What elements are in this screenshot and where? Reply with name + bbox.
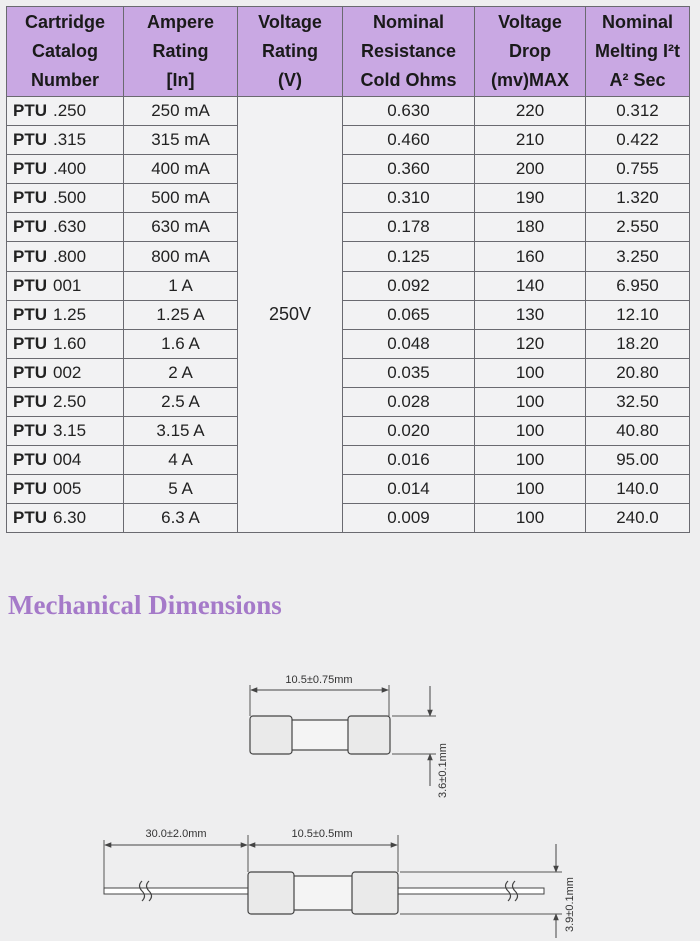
melting-i2t-cell: 2.550 [586, 213, 690, 242]
resistance-cell: 0.125 [343, 242, 475, 271]
melting-i2t-cell: 0.422 [586, 126, 690, 155]
catalog-prefix: PTU [13, 362, 47, 382]
catalog-prefix: PTU [13, 188, 47, 208]
header-nominal-melting: Nominal Melting I²t A² Sec [586, 7, 690, 97]
catalog-code: .800 [53, 246, 87, 266]
catalog-prefix: PTU [13, 246, 47, 266]
melting-i2t-cell: 32.50 [586, 387, 690, 416]
ampere-rating-cell: 2 A [124, 358, 238, 387]
catalog-code: .315 [53, 130, 87, 150]
catalog-number-cell [7, 358, 124, 387]
catalog-number-cell [7, 242, 124, 271]
header-voltage-rating: Voltage Rating (V) [238, 7, 343, 97]
melting-i2t-cell: 18.20 [586, 329, 690, 358]
voltage-drop-cell: 210 [475, 126, 586, 155]
voltage-drop-cell: 190 [475, 184, 586, 213]
voltage-drop-cell: 160 [475, 242, 586, 271]
catalog-number-cell [7, 417, 124, 446]
catalog-number-cell [7, 446, 124, 475]
table-row [7, 475, 690, 504]
catalog-prefix: PTU [13, 217, 47, 237]
resistance-cell: 0.014 [343, 475, 475, 504]
fuse-lead-right [398, 888, 544, 894]
fuse-leaded-drawing [104, 828, 576, 938]
catalog-code: .250 [53, 101, 87, 121]
plain-length-label: 10.5±0.75mm [285, 674, 353, 686]
table-header-row [7, 7, 690, 97]
catalog-prefix: PTU [13, 333, 47, 353]
fuse-lead-left [104, 888, 248, 894]
catalog-code: .500 [53, 188, 87, 208]
leaded-diameter-label: 3.9±0.1mm [564, 877, 576, 932]
melting-i2t-cell: 95.00 [586, 446, 690, 475]
melting-i2t-cell: 140.0 [586, 475, 690, 504]
catalog-prefix: PTU [13, 101, 47, 121]
melting-i2t-cell: 0.755 [586, 155, 690, 184]
leaded-body-length-label: 10.5±0.5mm [291, 828, 353, 840]
table-row [7, 300, 690, 329]
table-body [7, 97, 690, 533]
voltage-drop-cell: 200 [475, 155, 586, 184]
ampere-rating-cell: 1.25 A [124, 300, 238, 329]
catalog-number-cell [7, 387, 124, 416]
section-title-mechanical-dimensions: Mechanical Dimensions [8, 590, 282, 620]
voltage-drop-cell: 130 [475, 300, 586, 329]
melting-i2t-cell: 1.320 [586, 184, 690, 213]
resistance-cell: 0.016 [343, 446, 475, 475]
catalog-code: 004 [53, 450, 82, 470]
ampere-rating-cell: 3.15 A [124, 417, 238, 446]
catalog-prefix: PTU [13, 508, 47, 528]
ampere-rating-cell: 1 A [124, 271, 238, 300]
table-row [7, 271, 690, 300]
catalog-number-cell [7, 271, 124, 300]
melting-i2t-cell: 6.950 [586, 271, 690, 300]
catalog-prefix: PTU [13, 275, 47, 295]
ampere-rating-cell: 500 mA [124, 184, 238, 213]
voltage-drop-cell: 120 [475, 329, 586, 358]
catalog-number-cell [7, 329, 124, 358]
voltage-drop-cell: 100 [475, 358, 586, 387]
catalog-prefix: PTU [13, 130, 47, 150]
catalog-code: 3.15 [53, 421, 87, 441]
voltage-drop-cell: 100 [475, 446, 586, 475]
catalog-prefix: PTU [13, 391, 47, 411]
fuse-spec-table [6, 6, 690, 533]
lead-length-label: 30.0±2.0mm [145, 828, 207, 840]
ampere-rating-cell: 250 mA [124, 97, 238, 126]
ampere-rating-cell: 400 mA [124, 155, 238, 184]
ampere-rating-cell: 4 A [124, 446, 238, 475]
catalog-prefix: PTU [13, 304, 47, 324]
table-row [7, 155, 690, 184]
table-row [7, 358, 690, 387]
catalog-number-cell [7, 126, 124, 155]
melting-i2t-cell: 12.10 [586, 300, 690, 329]
catalog-code: .630 [53, 217, 87, 237]
melting-i2t-cell: 240.0 [586, 504, 690, 533]
ampere-rating-cell: 2.5 A [124, 387, 238, 416]
resistance-cell: 0.048 [343, 329, 475, 358]
catalog-code: 1.60 [53, 333, 87, 353]
plain-diameter-label: 3.6±0.1mm [437, 743, 449, 798]
header-voltage-drop: Voltage Drop (mv)MAX [475, 7, 586, 97]
melting-i2t-cell: 0.312 [586, 97, 690, 126]
mechanical-dimensions-diagram [0, 640, 700, 941]
table-row [7, 213, 690, 242]
catalog-code: 2.50 [53, 391, 87, 411]
resistance-cell: 0.020 [343, 417, 475, 446]
header-ampere-rating: Ampere Rating [In] [124, 7, 238, 97]
catalog-code: 1.25 [53, 304, 87, 324]
voltage-drop-cell: 100 [475, 387, 586, 416]
voltage-drop-cell: 100 [475, 417, 586, 446]
table-row [7, 446, 690, 475]
ampere-rating-cell: 315 mA [124, 126, 238, 155]
catalog-prefix: PTU [13, 479, 47, 499]
resistance-cell: 0.028 [343, 387, 475, 416]
resistance-cell: 0.035 [343, 358, 475, 387]
table-row [7, 329, 690, 358]
resistance-cell: 0.630 [343, 97, 475, 126]
catalog-code: .400 [53, 159, 87, 179]
catalog-code: 005 [53, 479, 82, 499]
catalog-prefix: PTU [13, 421, 47, 441]
fuse-leaded-right-cap [352, 872, 398, 914]
catalog-prefix: PTU [13, 159, 47, 179]
ampere-rating-cell: 800 mA [124, 242, 238, 271]
catalog-number-cell [7, 300, 124, 329]
resistance-cell: 0.065 [343, 300, 475, 329]
voltage-drop-cell: 220 [475, 97, 586, 126]
resistance-cell: 0.092 [343, 271, 475, 300]
header-catalog-number: Cartridge Catalog Number [7, 7, 124, 97]
resistance-cell: 0.310 [343, 184, 475, 213]
catalog-code: 6.30 [53, 508, 87, 528]
catalog-code: 002 [53, 362, 82, 382]
resistance-cell: 0.178 [343, 213, 475, 242]
catalog-code: 001 [53, 275, 82, 295]
table-row [7, 417, 690, 446]
catalog-number-cell [7, 475, 124, 504]
ampere-rating-cell: 5 A [124, 475, 238, 504]
table-row [7, 126, 690, 155]
fuse-plain-right-cap [348, 716, 390, 754]
voltage-drop-cell: 100 [475, 475, 586, 504]
catalog-number-cell [7, 97, 124, 126]
table-row [7, 242, 690, 271]
catalog-number-cell [7, 155, 124, 184]
table-row [7, 504, 690, 533]
fuse-plain-drawing [250, 674, 449, 798]
resistance-cell: 0.009 [343, 504, 475, 533]
header-nominal-resistance: Nominal Resistance Cold Ohms [343, 7, 475, 97]
ampere-rating-cell: 630 mA [124, 213, 238, 242]
table-row [7, 184, 690, 213]
voltage-drop-cell: 100 [475, 504, 586, 533]
ampere-rating-cell: 1.6 A [124, 329, 238, 358]
resistance-cell: 0.360 [343, 155, 475, 184]
voltage-drop-cell: 180 [475, 213, 586, 242]
catalog-number-cell [7, 184, 124, 213]
fuse-plain-left-cap [250, 716, 292, 754]
table-row [7, 387, 690, 416]
melting-i2t-cell: 40.80 [586, 417, 690, 446]
voltage-rating-cell: 250V [238, 97, 343, 533]
catalog-number-cell [7, 213, 124, 242]
melting-i2t-cell: 3.250 [586, 242, 690, 271]
catalog-prefix: PTU [13, 450, 47, 470]
table-row [7, 97, 690, 126]
resistance-cell: 0.460 [343, 126, 475, 155]
melting-i2t-cell: 20.80 [586, 358, 690, 387]
ampere-rating-cell: 6.3 A [124, 504, 238, 533]
voltage-drop-cell: 140 [475, 271, 586, 300]
fuse-leaded-left-cap [248, 872, 294, 914]
catalog-number-cell [7, 504, 124, 533]
